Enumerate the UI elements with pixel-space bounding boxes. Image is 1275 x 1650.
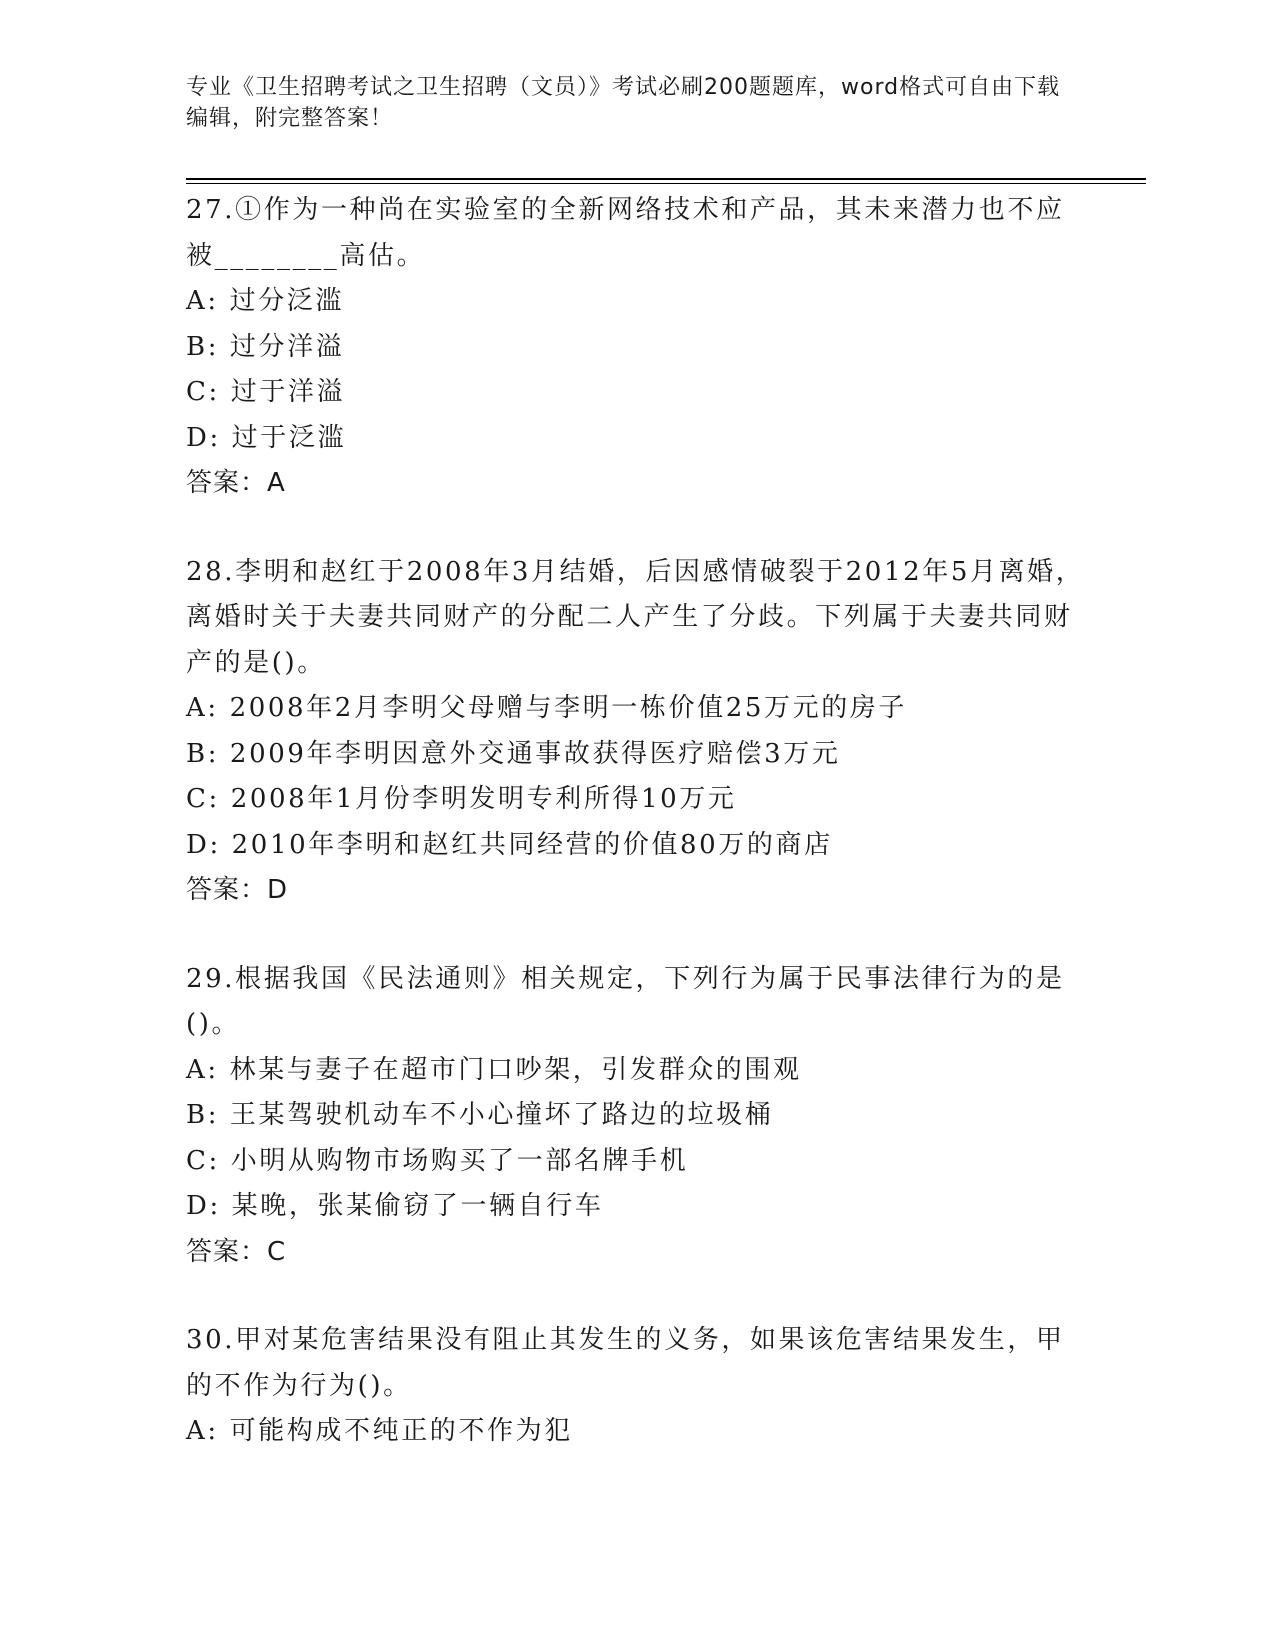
option-b: B: 2009年李明因意外交通事故获得医疗赔偿3万元 — [186, 738, 841, 769]
option-a: A: 过分泛滥 — [186, 286, 345, 316]
question-stem: 27.①作为一种尚在实验室的全新网络技术和产品，其未来潜力也不应被________高估。 — [186, 195, 1065, 271]
option-b: B: 过分洋溢 — [186, 331, 345, 362]
question-stem: 29.根据我国《民法通则》相关规定，下列行为属于民事法律行为的是()。 — [186, 963, 1065, 1039]
question-list — [186, 188, 1086, 1498]
question-stem: 28.李明和赵红于2008年3月结婚，后因感情破裂于2012年5月离婚，离婚时关于夫妻共同财产的分配二人产生了分歧。下列属于夫妻共同财产的是()。 — [186, 556, 1085, 678]
option-a: A: 可能构成不纯正的不作为犯 — [186, 1416, 573, 1446]
question-27 — [186, 188, 1086, 507]
question-30 — [186, 1318, 1086, 1455]
option-a: A: 林某与妻子在超市门口吵架，引发群众的围观 — [186, 1054, 802, 1085]
option-c: C: 过于洋溢 — [186, 377, 346, 407]
answer-line: 答案：D — [186, 875, 289, 905]
document-header: 专业《卫生招聘考试之卫生招聘（文员）》考试必刷200题题库，word格式可自由下载编辑，附完整答案！ — [186, 75, 1061, 131]
question-28 — [186, 550, 1086, 914]
option-d: D: 过于泛滥 — [186, 422, 347, 453]
option-a: A: 2008年2月李明父母赠与李明一栋价值25万元的房子 — [186, 693, 907, 723]
header-rule-thick — [186, 178, 1146, 180]
header-rule-thin — [186, 183, 1146, 184]
option-b: B: 王某驾驶机动车不小心撞坏了路边的垃圾桶 — [186, 1100, 774, 1130]
option-d: D: 2010年李明和赵红共同经营的价值80万的商店 — [186, 829, 833, 860]
option-c: C: 2008年1月份李明发明专利所得10万元 — [186, 784, 737, 814]
answer-line: 答案：C — [186, 1236, 287, 1267]
question-29 — [186, 957, 1086, 1276]
question-stem: 30.甲对某危害结果没有阻止其发生的义务，如果该危害结果发生，甲的不作为行为()。 — [186, 1325, 1065, 1401]
answer-line: 答案：A — [186, 468, 286, 498]
option-d: D: 某晚，张某偷窃了一辆自行车 — [186, 1191, 604, 1221]
option-c: C: 小明从购物市场购买了一部名牌手机 — [186, 1145, 689, 1176]
